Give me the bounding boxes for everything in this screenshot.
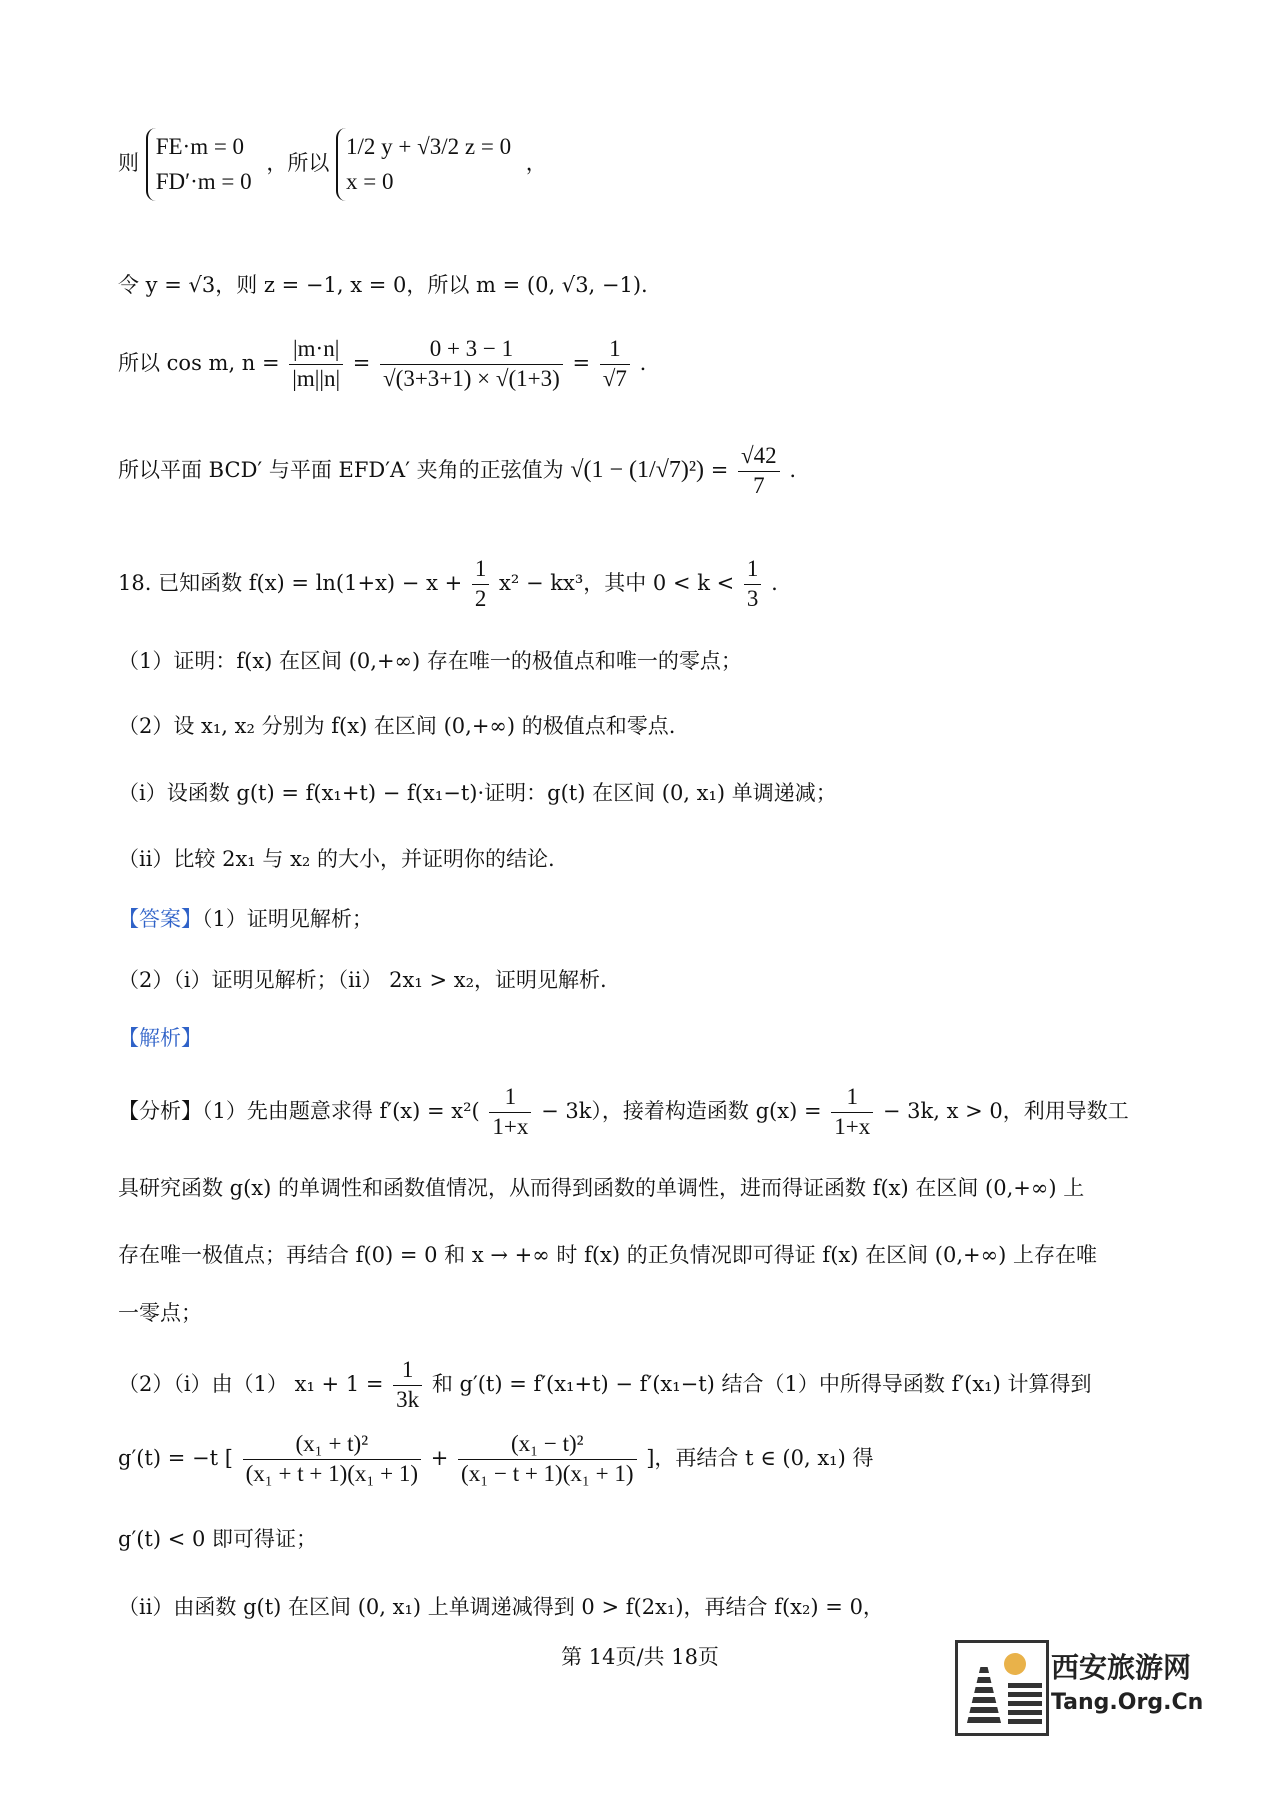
eq-fd-m: FD′·m = 0 [155,168,252,194]
analysis-line-6 [118,1430,873,1489]
answer-tag: 【答案】 [118,907,202,931]
answer-1: （1）证明见解析； [202,907,373,931]
logo-en-text: Tang.Org.Cn [1051,1690,1204,1715]
frac-third: $\frac{1}{3}$ [744,555,762,614]
analysis-line-7: g′(t) < 0 即可得证； [118,1527,318,1551]
part-2-i: （i）设函数 g(t) = f(x₁+t) − f(x₁−t)·证明：g(t) 在区间 (0, x₁) 单调递减； [118,781,837,805]
jiexi-tag: 【解析】 [118,1026,202,1050]
analysis-6b: ]，再结合 t ∈ (0, x₁) 得 [646,1445,874,1470]
analysis-tag: 【分析】 [118,1098,202,1123]
analysis-line-4: 一零点； [118,1301,202,1325]
analysis-line-5 [118,1356,1091,1415]
logo-cn-text: 西安旅游网 [1051,1651,1192,1684]
analysis-5b: 和 g′(t) = f′(x₁+t) − f′(x₁−t) 结合（1）中所得导函数 f′(x₁) 计算得到 [431,1371,1092,1396]
frac-calc: $\frac{0 + 3 - 1}{√(3+3+1) \times √(1+3)}$ [380,335,563,394]
part-2: （2）设 x₁, x₂ 分别为 f(x) 在区间 (0,+∞) 的极值点和零点. [118,714,676,738]
text-ze: 则 [118,151,139,175]
analysis-line-2: 具研究函数 g(x) 的单调性和函数值情况，从而得到函数的单调性，进而得证函数 f(x) 在区间 (0,+∞) 上 [118,1176,1085,1200]
q18-end: . [771,570,778,595]
line-sine: 所以平面 BCD′ 与平面 EFD′A′ 夹角的正弦值为 √(1 − (1/√7)²) = $\frac{√42}{7}$ . [118,442,796,501]
frac-result: $\frac{1}{√7}$ [600,335,630,394]
eq-system-line [118,128,547,201]
frac-analysis-1: $\frac{1}{1+x}$ [489,1083,531,1142]
text-equals: = [710,457,729,482]
answer-line-1 [118,906,373,932]
frac-analysis-2: $\frac{1}{1+x}$ [831,1083,873,1142]
watermark-logo [955,1640,1215,1730]
text-suoyi: ，所以 [266,151,330,175]
text-cos-pre: 所以 cos m, n = [118,350,280,375]
text-comma: ， [525,151,547,175]
question-18 [118,555,778,614]
line-let-y: 令 y = √3，则 z = −1, x = 0，所以 m = (0, √3, −1). [118,273,648,297]
analysis-5a: （2）（i）由（1） x₁ + 1 = [118,1371,384,1396]
analysis-line-3: 存在唯一极值点；再结合 f(0) = 0 和 x → +∞ 时 f(x) 的正负情况即可得证 f(x) 在区间 (0,+∞) 上存在唯 [118,1243,1097,1267]
frac-mn: $\frac{|m\cdot n|}{|m||n|}$ [289,335,343,394]
answer-line-2: （2）（i）证明见解析；（ii） 2x₁ > x₂，证明见解析. [118,968,607,992]
analysis-6a: g′(t) = −t [ [118,1445,233,1470]
analysis-a: （1）先由题意求得 f′(x) = x² [202,1098,472,1123]
q18-text-a: 18. 已知函数 f(x) = ln(1+x) − x + [118,570,469,595]
part-1: （1）证明：f(x) 在区间 (0,+∞) 存在唯一的极值点和唯一的零点； [118,649,742,673]
line-cos: 所以 cos m, n = $\frac{|m\cdot n|}{|m||n|}$ = $\frac{0 + 3 - 1}{√(3+3+1) \times √(1+3)}$ = $\frac{1}{√7}$ . [118,335,646,394]
eq-fe-m: FE·m = 0 [155,134,245,159]
part-2-ii: （ii）比较 2x₁ 与 x₂ 的大小，并证明你的结论. [118,847,555,871]
frac-g-2: $\frac{\text{(x₁ − t)²}}{\text{(x₁ − t + 1)(x₁ + 1)}}$ [458,1430,636,1489]
sqrt-expression: √(1 − (1/√7)²) [570,456,705,483]
eq-y-term: 1/2 y + [346,134,412,159]
eq-z-term: √3/2 z = 0 [417,134,512,159]
frac-half: $\frac{1}{2}$ [472,555,490,614]
q18-text-b: x² − kx³，其中 0 < k < [499,570,741,595]
text-sine-pre: 所以平面 BCD′ 与平面 EFD′A′ 夹角的正弦值为 [118,457,564,482]
analysis-b: − 3k），接着构造函数 g(x) = [541,1098,822,1123]
system-left [146,128,260,201]
logo-icon [955,1640,1049,1736]
frac-sine: $\frac{√42}{7}$ [738,442,780,501]
analysis-line-1: 【分析】（1）先由题意求得 f′(x) = x²( $\frac{1}{1+x}$ − 3k），接着构造函数 g(x) = $\frac{1}{1+x}$ − 3k, x > 0，利用导数工 [118,1083,1129,1142]
frac-g-1: $\frac{\text{(x₁ + t)²}}{\text{(x₁ + t + 1)(x₁ + 1)}}$ [243,1430,421,1489]
system-right [336,128,519,201]
page-number: 第 14页/共 18页 [561,1645,719,1669]
text-plus: + [430,1445,449,1470]
analysis-c: − 3k, x > 0，利用导数工 [882,1098,1129,1123]
eq-x-zero: x = 0 [346,168,394,194]
analysis-line-8: （ii）由函数 g(t) 在区间 (0, x₁) 上单调递减得到 0 > f(2x₁)，再结合 f(x₂) = 0， [118,1595,884,1619]
frac-1-3k: $\frac{1}{3k}$ [393,1356,422,1415]
